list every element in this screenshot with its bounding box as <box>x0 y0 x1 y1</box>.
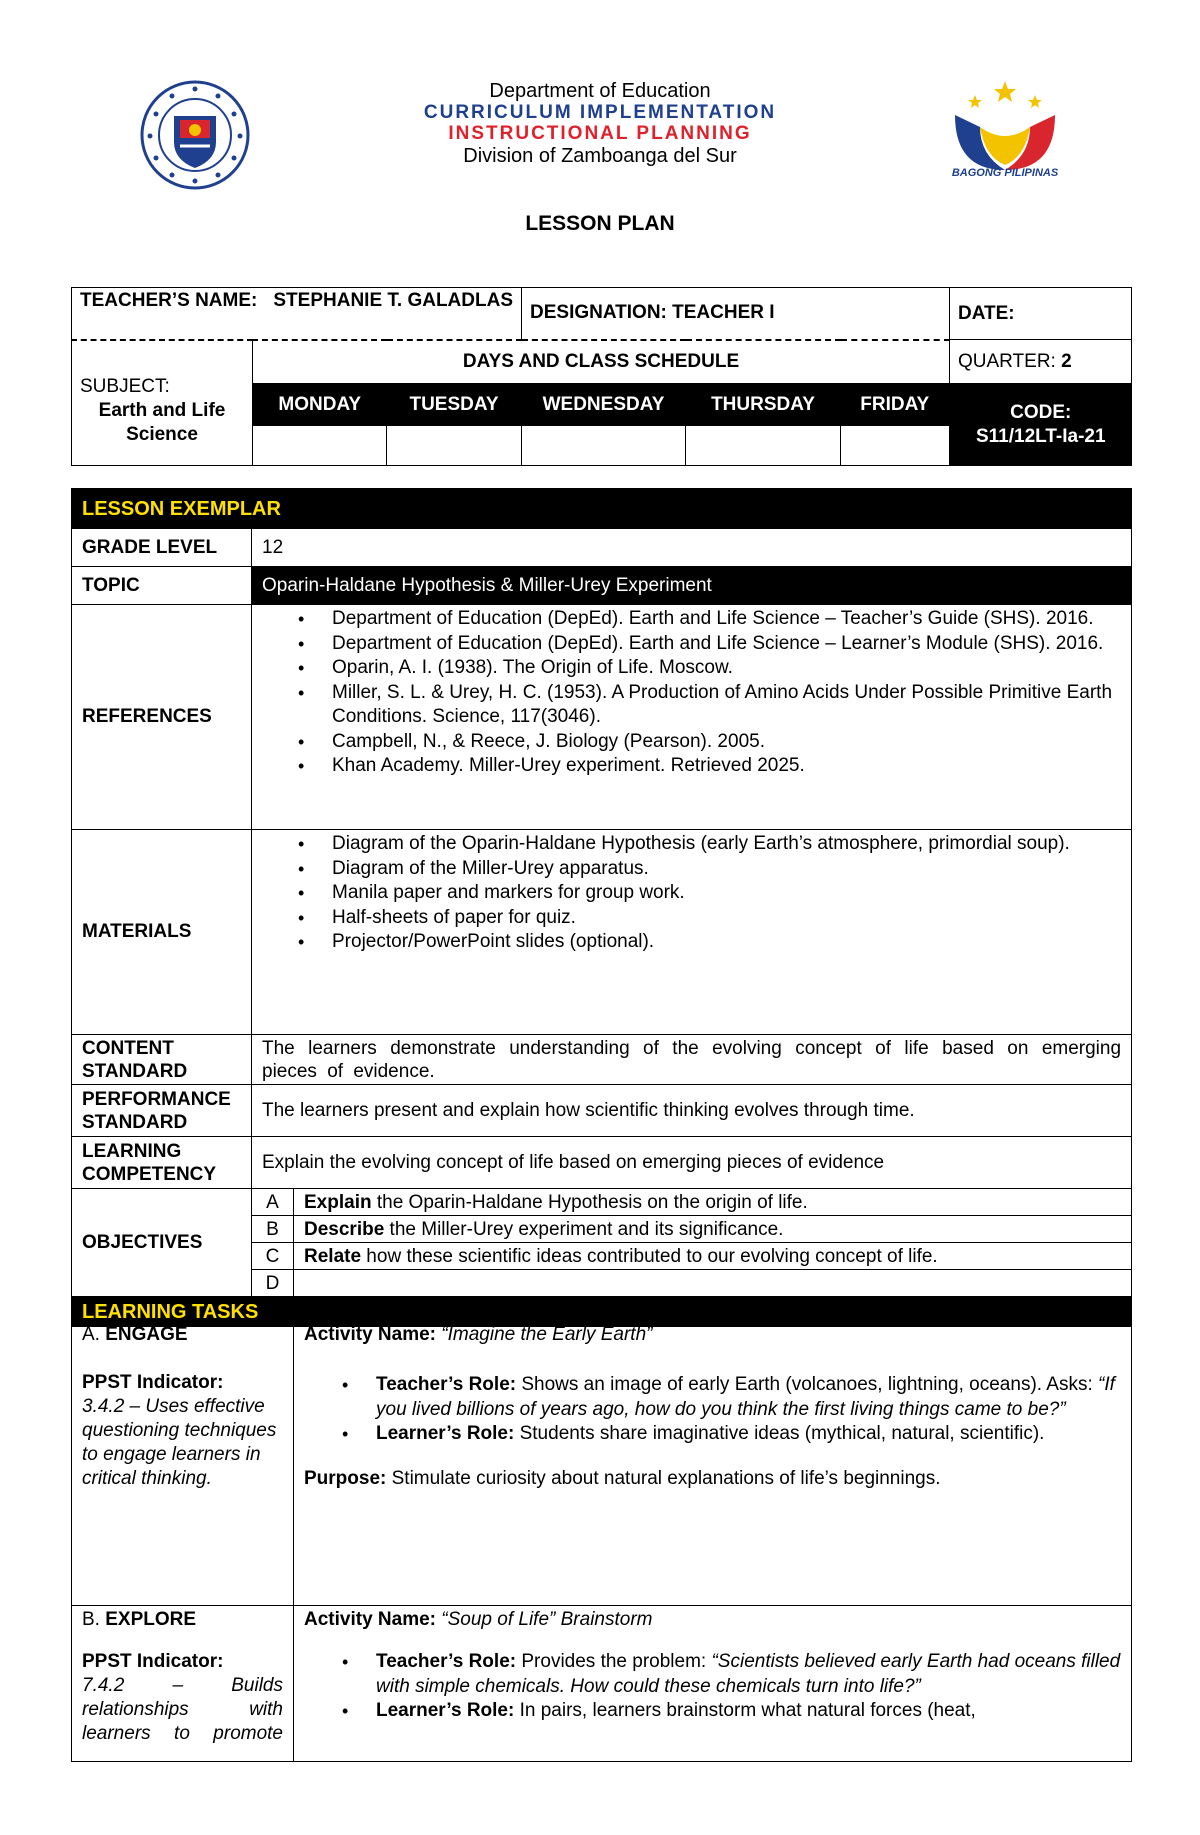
engage-left-cell <box>72 1321 294 1606</box>
instructional-planning: INSTRUCTIONAL PLANNING <box>448 123 752 144</box>
topic-label: TOPIC <box>72 567 252 605</box>
date-label: DATE: <box>958 302 1015 324</box>
schedule-slot-tuesday <box>387 426 522 466</box>
day-monday: MONDAY <box>253 384 387 426</box>
engage-letter: A. <box>82 1324 100 1345</box>
explore-left-cell <box>72 1606 294 1762</box>
objective-d <box>294 1270 1132 1297</box>
explore-learner-role <box>376 1699 1121 1724</box>
activity-name-label: Activity Name: <box>304 1324 436 1345</box>
content-standard-value: The learners demonstrate understanding of the evolving concept of life based on emerging pieces of evidence. <box>252 1035 1132 1085</box>
engage-learner-role <box>376 1422 1121 1447</box>
schedule-slot-friday <box>841 426 950 466</box>
designation-label: DESIGNATION: <box>530 302 667 324</box>
engage-heading <box>82 1323 283 1347</box>
day-thursday: THURSDAY <box>711 393 815 415</box>
engage-title: ENGAGE <box>105 1324 188 1345</box>
schedule-heading: DAYS AND CLASS SCHEDULE <box>253 340 950 384</box>
explore-ppst-text: 7.4.2 – Builds relationships with learners to promote <box>82 1675 283 1744</box>
teacher-name-cell <box>72 288 522 340</box>
engage-activity-name: “Imagine the Early Earth” <box>441 1324 653 1345</box>
objective-text: how these scientific ideas contributed to our evolving concept of life. <box>361 1245 938 1267</box>
code-value: S11/12LT-Ia-21 <box>975 425 1106 447</box>
day-wednesday: WEDNESDAY <box>542 393 665 415</box>
reference-item: • Khan Academy. Miller-Urey experiment. Retrieved 2025. <box>332 754 1131 779</box>
grade-level-value: 12 <box>252 529 1132 567</box>
code-cell <box>950 384 1132 466</box>
objective-a <box>294 1189 1132 1216</box>
objective-letter: C <box>252 1243 294 1270</box>
references-cell <box>252 605 1132 830</box>
division-name: Division of Zamboanga del Sur <box>463 145 737 167</box>
engage-right-cell <box>294 1321 1132 1606</box>
material-item: • Projector/PowerPoint slides (optional). <box>332 930 1131 955</box>
engage-roles-list <box>304 1373 1121 1447</box>
schedule-slot-thursday <box>686 426 841 466</box>
explore-heading <box>82 1608 283 1632</box>
explore-activity-name: “Soup of Life” Brainstorm <box>441 1609 653 1630</box>
activity-name-label: Activity Name: <box>304 1609 436 1630</box>
lesson-exemplar-heading: LESSON EXEMPLAR <box>72 489 1132 529</box>
engage-ppst-text: 3.4.2 – Uses effective questioning techniques to engage learners in critical thinking. <box>82 1396 277 1489</box>
engage-ppst-label: PPST Indicator: <box>82 1372 224 1393</box>
teacher-name-value: STEPHANIE T. GALADLAS <box>273 290 513 311</box>
day-tuesday: TUESDAY <box>409 393 499 415</box>
reference-item: • Department of Education (DepEd). Earth and Life Science – Learner’s Module (SHS). 2016. <box>332 632 1131 657</box>
schedule-slot-monday <box>253 426 387 466</box>
teacher-role-text: Provides the problem: <box>516 1651 712 1672</box>
content-standard-label: CONTENT STANDARD <box>72 1035 252 1085</box>
reference-item: • Campbell, N., & Reece, J. Biology (Pearson). 2005. <box>332 730 1131 755</box>
curriculum-implementation: CURRICULUM IMPLEMENTATION <box>423 102 777 123</box>
objective-c <box>294 1243 1132 1270</box>
explore-teacher-role <box>376 1650 1121 1699</box>
materials-cell <box>252 830 1132 1035</box>
teacher-role-text: Shows an image of early Earth (volcanoes, lightning, oceans). Asks: <box>516 1374 1099 1395</box>
learning-tasks-heading: LEARNING TASKS <box>72 1297 1132 1327</box>
learner-role-text: Students share imaginative ideas (mythical, natural, scientific). <box>514 1423 1045 1444</box>
objective-verb: Relate <box>304 1245 362 1267</box>
schedule-slot-wednesday <box>522 426 686 466</box>
subject-cell <box>72 340 253 466</box>
objectives-label: OBJECTIVES <box>72 1189 252 1297</box>
materials-label: MATERIALS <box>72 830 252 1035</box>
subject-value: Earth and Life Science <box>98 399 226 445</box>
topic-value: Oparin-Haldane Hypothesis & Miller-Urey Experiment <box>252 567 1132 605</box>
material-item: • Diagram of the Oparin-Haldane Hypothesis (early Earth’s atmosphere, primordial soup). <box>332 832 1131 857</box>
bagong-pilipinas-text: BAGONG PILIPINAS <box>951 167 1059 179</box>
designation-value: TEACHER I <box>672 302 775 324</box>
purpose-label: Purpose: <box>304 1467 387 1489</box>
teacher-name-label: TEACHER’S NAME: <box>80 290 258 311</box>
objective-verb: Explain <box>304 1191 372 1213</box>
objective-letter: A <box>252 1189 294 1216</box>
performance-standard-label: PERFORMANCE STANDARD <box>72 1085 252 1137</box>
code-label: CODE: <box>1010 401 1072 423</box>
learner-role-label: Learner’s Role: <box>376 1423 515 1444</box>
objective-b <box>294 1216 1132 1243</box>
reference-item: • Department of Education (DepEd). Earth and Life Science – Teacher’s Guide (SHS). 2016. <box>332 607 1131 632</box>
references-label: REFERENCES <box>72 605 252 830</box>
quarter-label: QUARTER: <box>958 350 1056 372</box>
grade-level-label: GRADE LEVEL <box>72 529 252 567</box>
explore-activity <box>304 1608 1121 1632</box>
engage-activity <box>304 1323 1121 1347</box>
teacher-role-quote: “Scientists believed early Earth had oceans filled with simple chemicals. How could these chemicals turn into life?” <box>376 1651 1121 1697</box>
learner-role-label: Learner’s Role: <box>376 1700 515 1721</box>
reference-item: • Miller, S. L. & Urey, H. C. (1953). A Production of Amino Acids Under Possible Primitive Earth Conditions. Science, 117(3046). <box>332 681 1131 730</box>
objective-text: the Miller-Urey experiment and its significance. <box>384 1218 784 1240</box>
purpose-text: Stimulate curiosity about natural explanations of life’s beginnings. <box>386 1467 941 1489</box>
material-item: • Manila paper and markers for group work. <box>332 881 1131 906</box>
learning-competency-label: LEARNING COMPETENCY <box>72 1137 252 1189</box>
explore-roles-list <box>304 1650 1121 1724</box>
teacher-role-quote: “If you lived billions of years ago, how do you think the first living things came to be?” <box>376 1374 1115 1420</box>
material-item: • Half-sheets of paper for quiz. <box>332 906 1131 931</box>
objective-letter: D <box>252 1270 294 1297</box>
teacher-role-label: Teacher’s Role: <box>376 1651 517 1672</box>
objective-text: the Oparin-Haldane Hypothesis on the origin of life. <box>371 1191 808 1213</box>
teacher-info-table <box>71 287 1132 466</box>
quarter-value: 2 <box>1061 350 1072 372</box>
performance-standard-value: The learners present and explain how scientific thinking evolves through time. <box>252 1085 1132 1137</box>
designation-cell <box>522 288 950 340</box>
learning-tasks-table <box>71 1320 1132 1762</box>
engage-purpose <box>304 1467 1121 1491</box>
engage-teacher-role <box>376 1373 1121 1422</box>
objective-verb: Describe <box>304 1218 385 1240</box>
explore-right-cell <box>294 1606 1132 1762</box>
learning-competency-value: Explain the evolving concept of life based on emerging pieces of evidence <box>252 1137 1132 1189</box>
explore-ppst-label: PPST Indicator: <box>82 1651 224 1672</box>
lesson-plan-title: LESSON PLAN <box>525 212 675 235</box>
explore-title: EXPLORE <box>105 1609 197 1630</box>
date-cell <box>950 288 1132 340</box>
objective-letter: B <box>252 1216 294 1243</box>
department-name: Department of Education <box>489 80 711 102</box>
teacher-role-label: Teacher’s Role: <box>376 1374 517 1395</box>
quarter-cell <box>950 340 1132 384</box>
material-item: • Diagram of the Miller-Urey apparatus. <box>332 857 1131 882</box>
learner-role-text: In pairs, learners brainstorm what natural forces (heat, <box>514 1700 976 1721</box>
lesson-exemplar-table <box>71 488 1132 1327</box>
explore-letter: B. <box>82 1609 100 1630</box>
subject-label: SUBJECT: <box>80 375 170 397</box>
day-friday: FRIDAY <box>841 384 950 426</box>
reference-item: • Oparin, A. I. (1938). The Origin of Life. Moscow. <box>332 656 1131 681</box>
references-list <box>252 607 1131 779</box>
materials-list <box>252 832 1131 955</box>
